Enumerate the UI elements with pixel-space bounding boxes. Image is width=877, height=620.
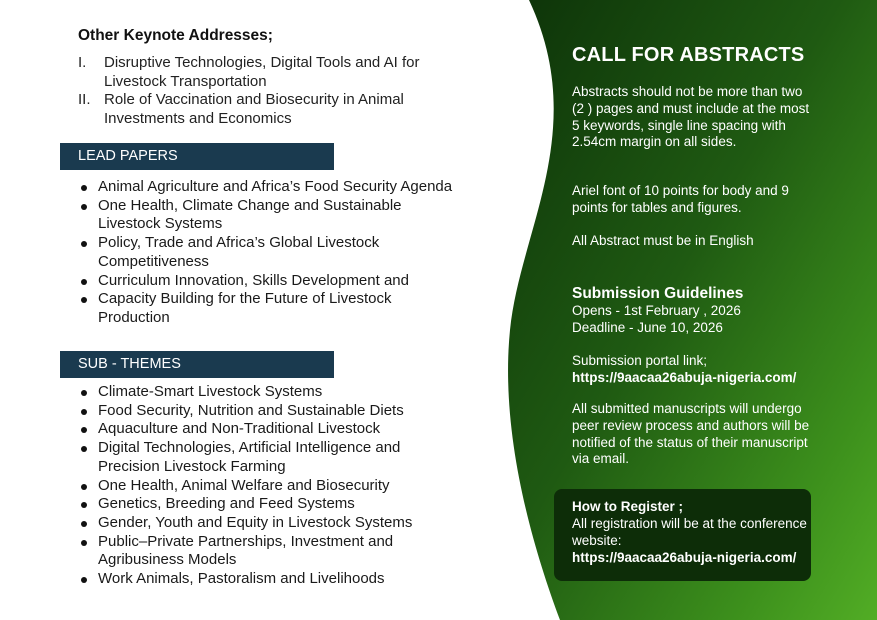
sub-theme-item: Work Animals, Pastoralism and Livelihoods (80, 570, 460, 589)
lead-paper-item: Capacity Building for the Future of Livestock Production (80, 290, 460, 327)
sub-theme-item: One Health, Animal Welfare and Biosecurity (80, 477, 460, 496)
register-link[interactable]: https://9aacaa26abuja-nigeria.com/ (572, 549, 797, 565)
deadline-date: Deadline - June 10, 2026 (572, 319, 723, 335)
call-for-abstracts-title: CALL FOR ABSTRACTS (572, 44, 805, 66)
keynote-item (78, 91, 478, 128)
register-title: How to Register ; (572, 499, 684, 514)
lead-paper-item: Animal Agriculture and Africa’s Food Security Agenda (80, 178, 460, 197)
sub-themes-list (80, 383, 460, 589)
font-requirement-paragraph: Ariel font of 10 points for body and 9 points for tables and figures. (572, 183, 789, 215)
portal-link[interactable]: https://9aacaa26abuja-nigeria.com/ (572, 369, 797, 385)
keynote-number: II. (78, 91, 91, 108)
sub-themes-heading: SUB - THEMES (60, 351, 334, 378)
portal-label: Submission portal link; (572, 353, 708, 368)
sub-theme-item: Digital Technologies, Artificial Intelligence and Precision Livestock Farming (80, 439, 460, 476)
keynote-text: Disruptive Technologies, Digital Tools and AI for Livestock Transportation (104, 54, 420, 90)
sub-theme-item: Gender, Youth and Equity in Livestock Systems (80, 514, 460, 533)
peer-review-paragraph: All submitted manuscripts will undergo peer review process and authors will be notified of the status of their manuscript via email. (572, 401, 810, 467)
register-text-block (572, 516, 807, 566)
lead-paper-item: Curriculum Innovation, Skills Development and (80, 272, 460, 291)
keynote-item (78, 54, 478, 91)
keynote-number: I. (78, 54, 87, 71)
keynote-title: Other Keynote Addresses; (78, 27, 273, 44)
sub-theme-item: Food Security, Nutrition and Sustainable Diets (80, 402, 460, 421)
submission-guidelines-title: Submission Guidelines (572, 285, 744, 302)
keynote-text: Role of Vaccination and Biosecurity in Animal Investments and Economics (104, 91, 404, 127)
register-box (554, 489, 811, 581)
opens-date: Opens - 1st February , 2026 (572, 303, 741, 318)
sub-theme-item: Aquaculture and Non-Traditional Livestock (80, 420, 460, 439)
register-text: All registration will be at the conference website: (572, 516, 807, 548)
sub-theme-item: Genetics, Breeding and Feed Systems (80, 495, 460, 514)
lead-papers-heading: LEAD PAPERS (60, 143, 334, 170)
lead-papers-list (80, 178, 460, 328)
submission-dates (572, 303, 812, 337)
portal-block (572, 353, 812, 387)
abstract-length-paragraph: Abstracts should not be more than two (2 ) pages and must include at the most 5 keywords, single line spacing with 2.54cm margin on all sides. (572, 84, 810, 150)
sub-theme-item: Public–Private Partnerships, Investment and Agribusiness Models (80, 533, 460, 570)
language-requirement-paragraph: All Abstract must be in English (572, 233, 754, 248)
lead-paper-item: One Health, Climate Change and Sustainable Livestock Systems (80, 197, 460, 234)
keynote-list (78, 54, 478, 128)
lead-paper-item: Policy, Trade and Africa’s Global Livestock Competitiveness (80, 234, 460, 271)
sub-theme-item: Climate-Smart Livestock Systems (80, 383, 460, 402)
